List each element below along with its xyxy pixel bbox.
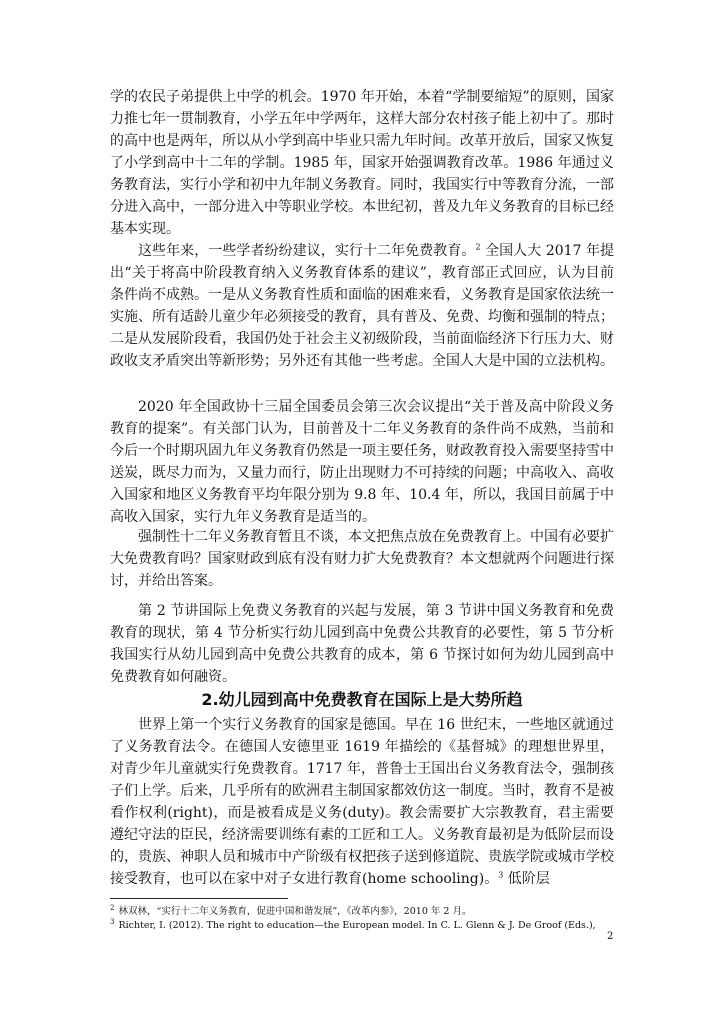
paragraph-6-continued: 低阶层 xyxy=(507,871,550,887)
paragraph-6-text: 世界上第一个实行义务教育的国家是德国。早在 16 世纪末，一些地区就通过了义务教育法令。在德国人安德里亚 1619 年描绘的《基督城》的理想世界里，对青少年儿童就实行免费教育。1717 年，普鲁士王国出台义务教育法令，强制孩子们上学。后来，几乎所有的欧洲君主制国家都效仿这一制度。当时，教育不是被看作权利(right)，而是被看成是义务(duty)。教会需要扩大宗教教育，君主需要遵纪守法的臣民，经济需要训练有素的工匠和工人。义务教育最初是为低阶层而设的，贵族、神职人员和城市中产阶级有权把孩子送到修道院、贵族学院或城市学校接受教育，也可以在家中对子女进行教育(home schooling)。 xyxy=(110,717,614,887)
paragraph-2 xyxy=(110,240,614,372)
footnote-3 xyxy=(110,919,614,933)
footnote-separator xyxy=(110,898,288,899)
footnote-ref-2[interactable]: 2 xyxy=(475,242,481,252)
footnote-2 xyxy=(110,905,614,919)
page-number: 2 xyxy=(607,931,614,942)
paragraph-1-text: 学的农民子弟提供上中学的机会。1970 年开始，本着“学制要缩短”的原则，国家力推七年一贯制教育，小学五年中学两年，这样大部分农村孩子能上初中了。那时的高中也是两年，所以从小学到高中毕业只需九年时间。改革开放后，国家又恢复了小学到高中十二年的学制。1985 年，国家开始强调教育改革。1986 年通过义务教育法，实行小学和初中九年制义务教育。同时，我国实行中等教育分流，一部分进入高中，一部分进入中等职业学校。本世纪初，普及九年义务教育的目标已经基本实现。 xyxy=(110,89,614,237)
paragraph-3 xyxy=(110,396,614,528)
paragraph-2-continued: 全国人大 2017 年提出“关于将高中阶段教育纳入义务教育体系的建议”，教育部正式回应，认为目前条件尚不成熟。一是从义务教育性质和面临的困难来看，义务教育是国家依法统一实施、所有适龄儿童少年必须接受的教育，具有普及、免费、均衡和强制的特点；二是从发展阶段看，我国仍处于社会主义初级阶段，当前面临经济下行压力大、财政收支矛盾突出等新形势；另外还有其他一些考虑。全国人大是中国的立法机构。 xyxy=(110,243,615,369)
footnote-3-mark: 3 xyxy=(110,917,115,926)
paragraph-3-text: 2020 年全国政协十三届全国委员会第三次会议提出“关于普及高中阶段义务教育的提案”。有关部门认为，目前普及十二年义务教育的条件尚不成熟，当前和今后一个时期巩固九年义务教育仍然是一项主要任务，财政教育投入需要坚持雪中送炭，既尽力而为，又量力而行，防止出现财力不可持续的问题；中高收入、高收入国家和地区义务教育平均年限分别为 9.8 年、10.4 年，所以，我国目前属于中高收入国家，实行九年义务教育是适当的。 xyxy=(110,399,614,525)
paragraph-5 xyxy=(110,600,614,688)
paragraph-5-text: 第 2 节讲国际上免费义务教育的兴起与发展，第 3 节讲中国义务教育和免费教育的现状，第 4 节分析实行幼儿园到高中免费公共教育的必要性，第 5 节分析我国实行从幼儿园到高中免费公共教育的成本，第 6 节探讨如何为幼儿园到高中免费教育如何融资。 xyxy=(110,603,614,685)
section-heading: 2.幼儿园到高中免费教育在国际上是大势所趋 xyxy=(201,690,523,709)
footnote-ref-3[interactable]: 3 xyxy=(498,870,504,880)
footnote-3-text: Richter, I. (2012). The right to education—the European model. In C. L. Glenn & J. De Groof (Eds.), xyxy=(118,920,596,931)
paragraph-2-text: 这些年来，一些学者纷纷建议，实行十二年免费教育。 xyxy=(138,243,476,259)
paragraph-4 xyxy=(110,526,614,592)
footnote-2-mark: 2 xyxy=(110,903,115,912)
paragraph-6 xyxy=(110,714,614,890)
paragraph-4-text: 强制性十二年义务教育暂且不谈，本文把焦点放在免费教育上。中国有必要扩大免费教育吗？国家财政到底有没有财力扩大免费教育？本文想就两个问题进行探讨，并给出答案。 xyxy=(110,529,614,589)
paragraph-1 xyxy=(110,86,614,240)
footnote-2-text: 林双林，“实行十二年义务教育，促进中国和谐发展”，《改革内参》，2010 年 2 月。 xyxy=(118,906,472,917)
